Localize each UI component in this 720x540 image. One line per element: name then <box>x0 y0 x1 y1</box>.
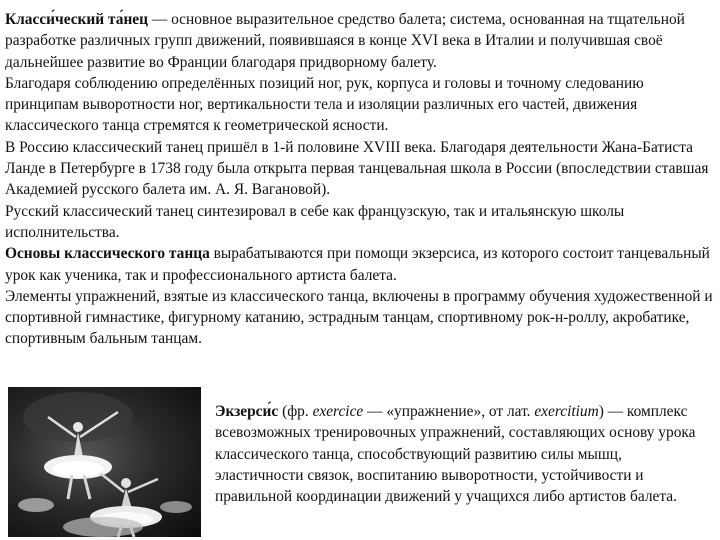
basics-text: вырабатываются при помощи экзерсиса, из которого состоит танцевальный урок как ученика, так и профессионального артиста балета. <box>5 245 710 284</box>
main-text-block <box>5 9 713 350</box>
exercise-mid: — «упражнение», от лат. <box>363 403 535 420</box>
exercise-text-block <box>215 401 712 507</box>
exercise-latin-word: exercitium <box>534 403 599 420</box>
ballet-photo <box>8 387 201 537</box>
intro-paragraph <box>5 9 713 73</box>
positions-paragraph: Благодаря соблюдению определённых позиций ног, рук, корпуса и головы и точному следованию принципам выворотности ног, вертикальности тела и изоляции различных его частей, движения классического танца стремятся к геометрической ясности. <box>5 74 644 135</box>
exercise-french-word: exercice <box>312 403 364 420</box>
exercise-definition: ) — комплекс всевозможных тренировочных упражнений, составляющих основу урока классического танца, способствующий развитию силы мышц, эластичности связок, воспитанию выворотности, устойчивости и правильной координации движений у учащихся либо артистов балета. <box>215 403 696 506</box>
term-classical-dance: Класси́ческий та́нец <box>5 11 149 28</box>
russian-school-paragraph: Русский классический танец синтезировал в себе как французскую, так и итальянскую школы исполнительства. <box>5 202 625 241</box>
ballet-dancers-illustration <box>8 387 201 537</box>
exercise-pre: (фр. <box>278 403 313 420</box>
basics-paragraph <box>5 243 713 286</box>
term-basics: Основы классического танца <box>5 245 210 263</box>
intro-definition: — основное выразительное средство балета; система, основанная на тщательной разработке различных групп движений, появившаяся в конце XVI века в Италии и получившая своё дальнейшее развитие во Франции благодаря придворному балету. <box>5 11 685 71</box>
russia-history-paragraph: В Россию классический танец пришёл в 1-й половине XVIII века. Благодаря деятельности Жана-Батиста Ланде в Петербурге в 1738 году была открыта первая танцевальная школа в России (впоследствии ставшая Академией русского балета им. А. Я. Вагановой). <box>5 138 709 199</box>
applications-paragraph: Элементы упражнений, взятые из классического танца, включены в программу обучения художественной и спортивной гимнастике, фигурному катанию, эстрадным танцам, спортивному рок-н-роллу, акробатике, спортивным бальным танцам. <box>5 287 713 348</box>
exercise-paragraph <box>215 401 712 507</box>
term-exercise: Экзерси́с <box>215 403 279 420</box>
